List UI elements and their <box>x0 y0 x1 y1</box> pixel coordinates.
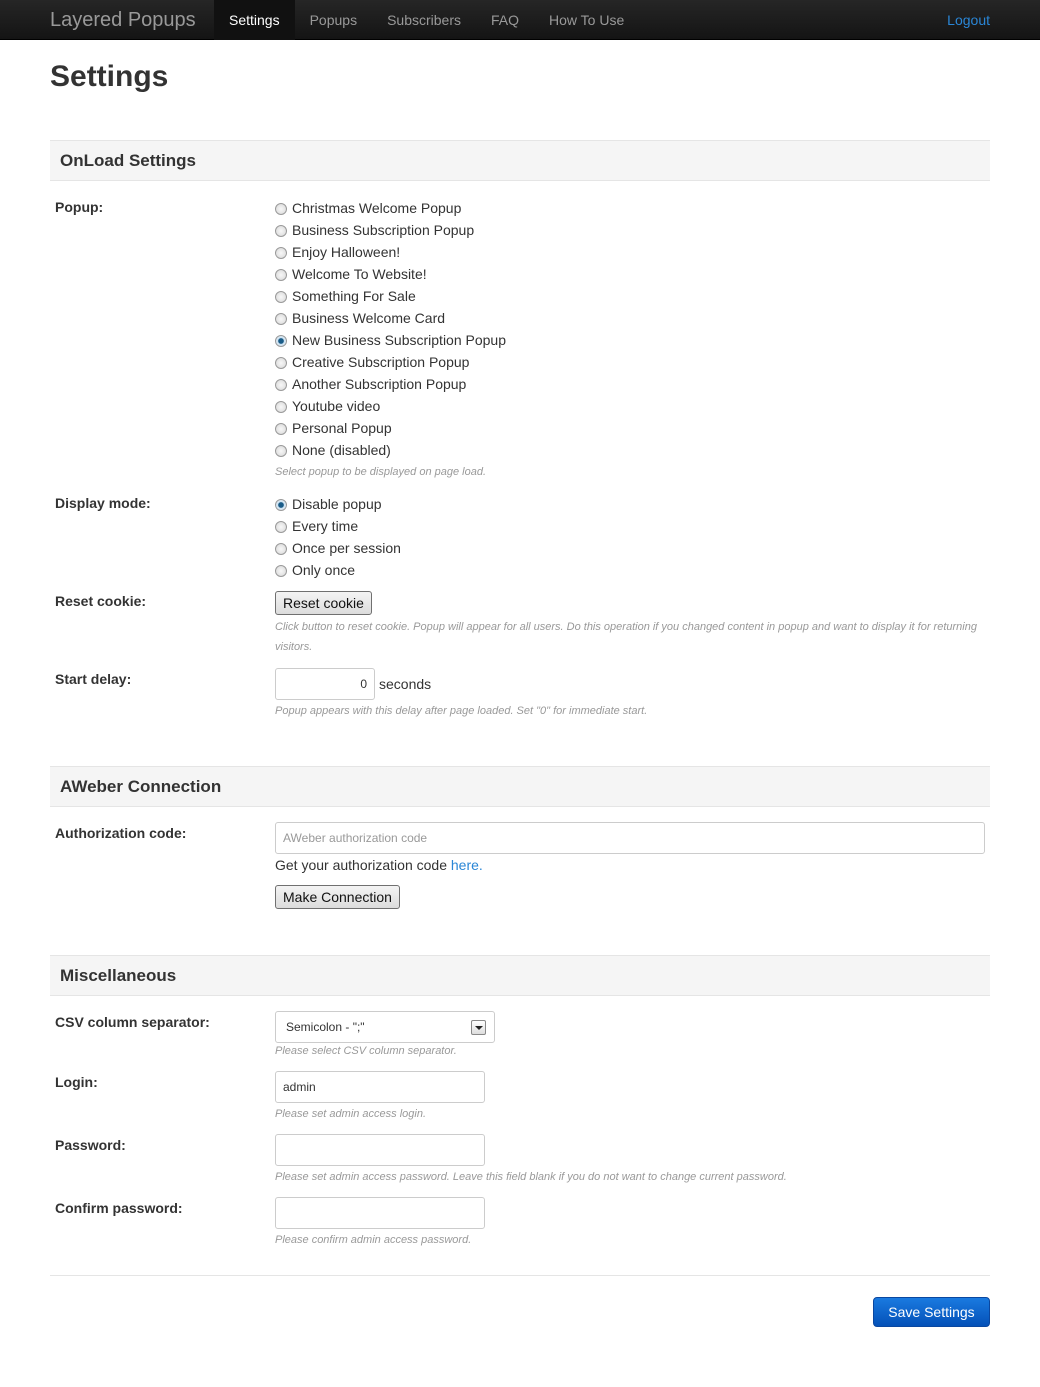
display-mode-label: Display mode: <box>55 495 151 511</box>
popup-option[interactable] <box>275 263 506 285</box>
radio-button[interactable] <box>275 313 287 325</box>
radio-button-checked[interactable] <box>275 499 287 511</box>
popup-option[interactable] <box>275 307 506 329</box>
page-title: Settings <box>50 60 169 93</box>
password-input[interactable] <box>275 1134 485 1166</box>
popup-option[interactable] <box>275 373 506 395</box>
csv-selected-value: Semicolon - ";" <box>286 1020 365 1034</box>
make-connection-button[interactable]: Make Connection <box>275 885 400 909</box>
password-help-text: Please set admin access password. Leave this field blank if you do not want to change current password. <box>275 1171 787 1183</box>
radio-button[interactable] <box>275 269 287 281</box>
confirm-password-input[interactable] <box>275 1197 485 1229</box>
radio-button[interactable] <box>275 401 287 413</box>
display-mode-option[interactable] <box>275 515 401 537</box>
csv-separator-select[interactable] <box>275 1011 495 1043</box>
option-label: Another Subscription Popup <box>292 376 467 392</box>
radio-button[interactable] <box>275 247 287 259</box>
nav-faq[interactable]: FAQ <box>491 12 520 28</box>
radio-button[interactable] <box>275 423 287 435</box>
option-label: Business Welcome Card <box>292 310 446 326</box>
start-delay-label: Start delay: <box>55 671 132 687</box>
option-label: Welcome To Website! <box>292 266 427 282</box>
radio-button-checked[interactable] <box>275 335 287 347</box>
chevron-down-icon[interactable] <box>471 1020 486 1035</box>
radio-button[interactable] <box>275 357 287 369</box>
popup-option[interactable] <box>275 241 506 263</box>
login-help-text: Please set admin access login. <box>275 1108 427 1120</box>
popup-option-selected[interactable] <box>275 329 506 351</box>
seconds-unit-label: seconds <box>379 676 432 692</box>
section-header-aweber: AWeber Connection <box>50 766 990 807</box>
radio-button[interactable] <box>275 445 287 457</box>
popup-option[interactable] <box>275 197 506 219</box>
option-label: New Business Subscription Popup <box>292 332 507 348</box>
reset-cookie-button[interactable]: Reset cookie <box>275 591 372 615</box>
display-mode-option-selected[interactable] <box>275 493 401 515</box>
auth-code-placeholder: AWeber authorization code <box>283 831 428 845</box>
main-nav <box>214 0 639 40</box>
brand-logo[interactable]: Layered Popups <box>50 9 196 31</box>
popup-radio-group <box>275 197 506 461</box>
start-delay-help-text: Popup appears with this delay after page loaded. Set "0" for immediate start. <box>275 705 648 717</box>
option-label: Once per session <box>292 540 401 556</box>
csv-separator-label: CSV column separator: <box>55 1014 210 1030</box>
section-header-misc: Miscellaneous <box>50 955 990 996</box>
nav-subscribers[interactable]: Subscribers <box>387 12 461 28</box>
option-label: Christmas Welcome Popup <box>292 200 462 216</box>
get-code-prefix: Get your authorization code <box>275 857 451 873</box>
auth-code-label: Authorization code: <box>55 825 187 841</box>
reset-cookie-help-text: Click button to reset cookie. Popup will appear for all users. Do this operation if you changed content in popup and want to display it for returning visitors. <box>275 621 977 653</box>
popup-option[interactable] <box>275 285 506 307</box>
login-input[interactable]: admin <box>275 1071 485 1103</box>
radio-button[interactable] <box>275 203 287 215</box>
display-mode-option[interactable] <box>275 537 401 559</box>
nav-popups[interactable]: Popups <box>309 12 358 28</box>
radio-button[interactable] <box>275 565 287 577</box>
logout-link[interactable]: Logout <box>947 12 990 28</box>
popup-option[interactable] <box>275 439 506 461</box>
confirm-password-help-text: Please confirm admin access password. <box>275 1234 472 1246</box>
popup-option[interactable] <box>275 219 506 241</box>
option-label: Business Subscription Popup <box>292 222 475 238</box>
get-code-text <box>275 857 483 873</box>
option-label: Creative Subscription Popup <box>292 354 470 370</box>
popup-option[interactable] <box>275 395 506 417</box>
popup-help-text: Select popup to be displayed on page load. <box>275 466 486 478</box>
radio-button[interactable] <box>275 291 287 303</box>
option-label: Personal Popup <box>292 420 392 436</box>
radio-button[interactable] <box>275 543 287 555</box>
popup-option[interactable] <box>275 351 506 373</box>
radio-button[interactable] <box>275 225 287 237</box>
reset-cookie-label: Reset cookie: <box>55 593 147 609</box>
start-delay-input[interactable]: 0 <box>275 668 375 700</box>
section-header-onload: OnLoad Settings <box>50 140 990 181</box>
option-label: Something For Sale <box>292 288 416 304</box>
popup-option[interactable] <box>275 417 506 439</box>
get-code-link[interactable]: here. <box>450 857 483 873</box>
option-label: Every time <box>292 518 359 534</box>
top-navbar <box>0 0 1040 40</box>
confirm-password-label: Confirm password: <box>55 1200 183 1216</box>
option-label: Disable popup <box>292 496 382 512</box>
option-label: Youtube video <box>292 398 381 414</box>
radio-button[interactable] <box>275 521 287 533</box>
csv-help-text: Please select CSV column separator. <box>275 1045 457 1057</box>
nav-how-to-use[interactable]: How To Use <box>549 12 625 28</box>
form-divider <box>50 1275 990 1276</box>
save-settings-button[interactable]: Save Settings <box>873 1297 990 1327</box>
password-label: Password: <box>55 1137 126 1153</box>
login-label: Login: <box>55 1074 98 1090</box>
radio-button[interactable] <box>275 379 287 391</box>
display-mode-option[interactable] <box>275 559 401 581</box>
option-label: None (disabled) <box>292 442 391 458</box>
display-mode-radio-group <box>275 493 401 581</box>
auth-code-input[interactable] <box>275 822 985 854</box>
option-label: Enjoy Halloween! <box>292 244 401 260</box>
nav-settings[interactable]: Settings <box>214 0 295 40</box>
popup-label: Popup: <box>55 199 104 215</box>
option-label: Only once <box>292 562 356 578</box>
